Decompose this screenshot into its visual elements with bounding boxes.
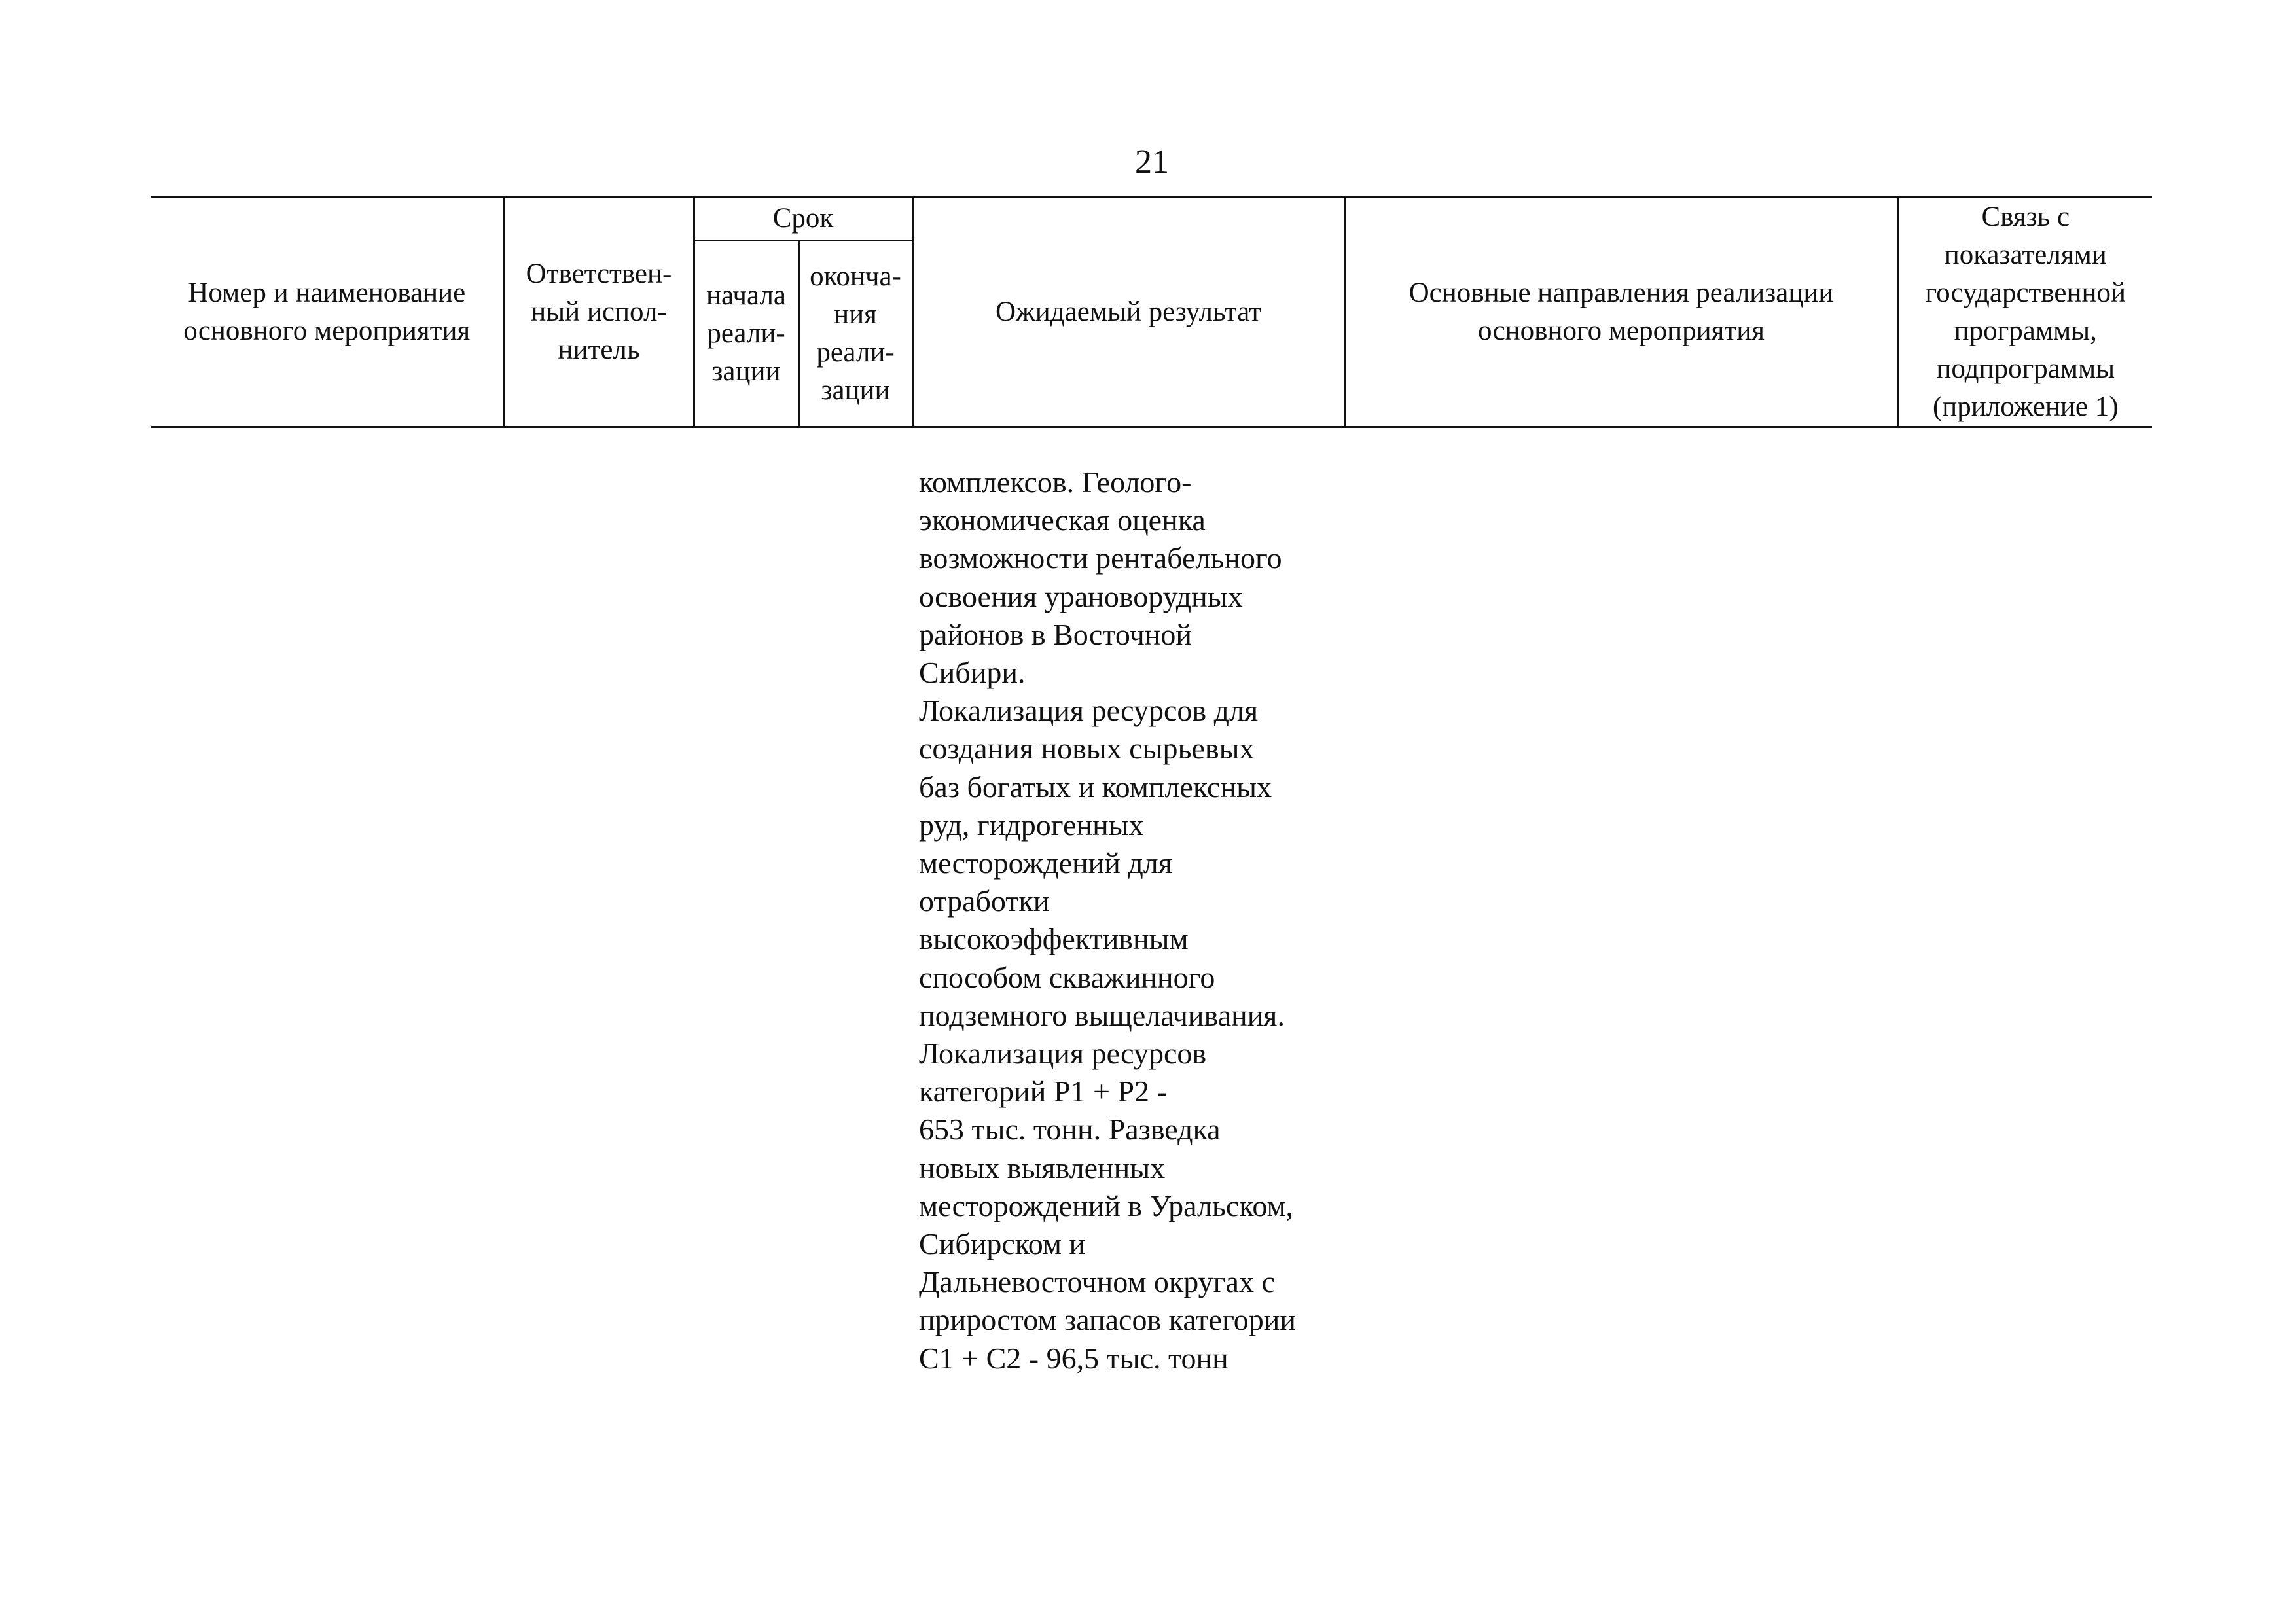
expected-result-text [919, 463, 1371, 1378]
result-line: подземного выщелачивания. [919, 998, 1285, 1032]
result-line: освоения урановорудных [919, 579, 1243, 613]
result-line: создания новых сырьевых [919, 732, 1255, 766]
result-line: приростом запасов категории [919, 1303, 1297, 1337]
result-line: комплексов. Геолого- [919, 465, 1192, 499]
result-line: экономическая оценка [919, 503, 1206, 537]
header-cell-directions: Основные направления реализации основного мероприятия [1344, 198, 1898, 427]
result-line: месторождений для [919, 846, 1172, 880]
header-cell-result: Ожидаемый результат [912, 198, 1344, 427]
result-line: 653 тыс. тонн. Разведка [919, 1113, 1221, 1147]
result-line: высокоэффективным [919, 922, 1189, 956]
result-line: категорий Р1 + Р2 - [919, 1075, 1167, 1109]
result-line: Дальневосточном округах с [919, 1265, 1275, 1299]
header-cell-term: Срок [694, 198, 912, 241]
header-cell-term-start: начала реали-зации [694, 240, 798, 426]
result-line: Сибирском и [919, 1227, 1086, 1261]
result-line: новых выявленных [919, 1150, 1166, 1185]
result-line: способом скважинного [919, 960, 1215, 994]
result-line: отработки [919, 884, 1050, 918]
page-number: 21 [1135, 143, 1169, 181]
result-line: С1 + С2 - 96,5 тыс. тонн [919, 1341, 1229, 1375]
header-cell-executor: Ответствен-ный испол-нитель [504, 198, 694, 427]
header-cell-link: Связь с показателями государственной программы, подпрограммы (приложение 1) [1898, 198, 2152, 427]
result-line: Сибири. [919, 656, 1026, 690]
result-line: Локализация ресурсов для [919, 694, 1259, 728]
result-line: баз богатых и комплексных [919, 770, 1272, 804]
header-cell-name: Номер и наименование основного мероприятия [151, 198, 504, 427]
table-header [151, 196, 2152, 428]
result-line: районов в Восточной [919, 617, 1193, 651]
result-line: месторождений в Уральском, [919, 1188, 1294, 1222]
result-line: Локализация ресурсов [919, 1037, 1207, 1071]
result-line: руд, гидрогенных [919, 808, 1144, 842]
result-line: возможности рентабельного [919, 541, 1282, 575]
header-cell-term-end: оконча-ния реали-зации [798, 240, 912, 426]
